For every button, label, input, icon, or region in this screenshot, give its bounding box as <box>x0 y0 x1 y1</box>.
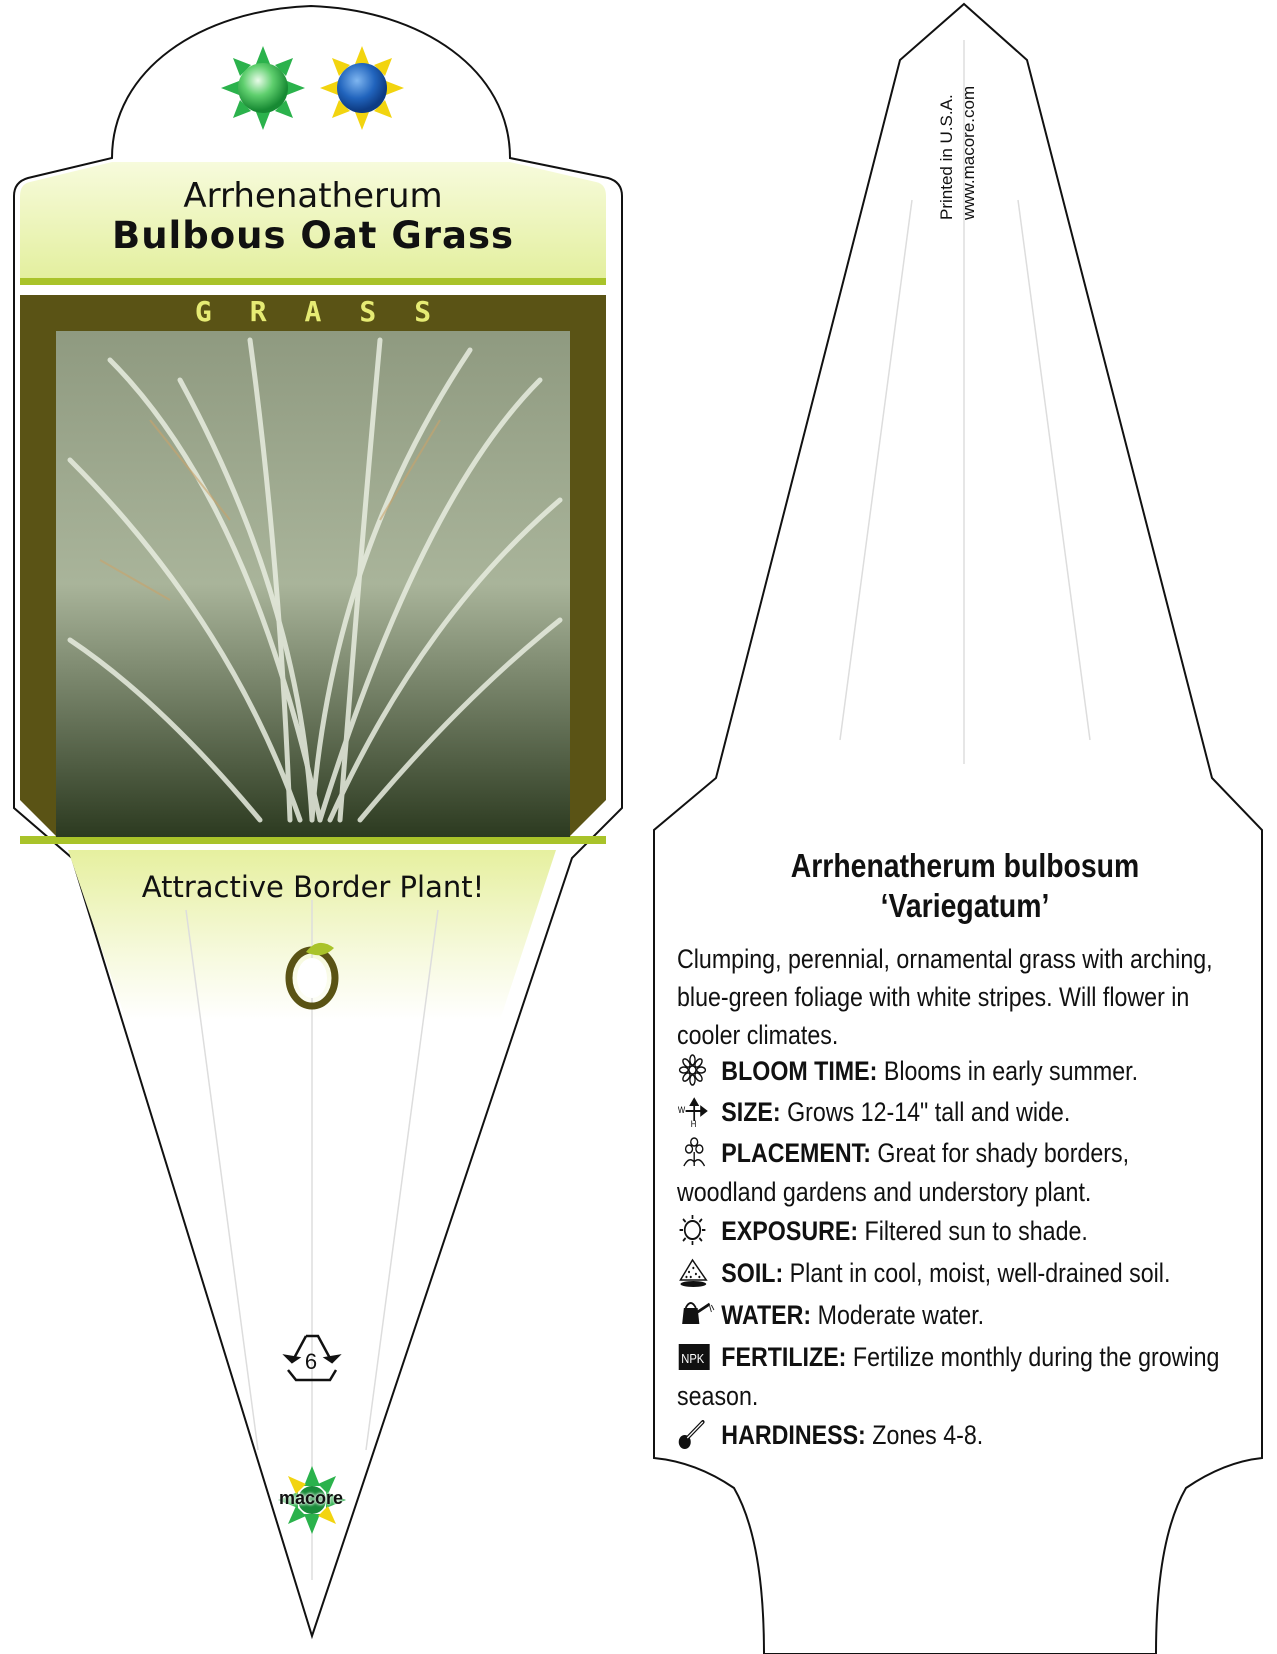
care-item-placement <box>677 1134 1227 1212</box>
svg-text:H: H <box>690 1118 697 1127</box>
brand-name: macore <box>278 1488 344 1508</box>
thermometer-icon <box>677 1418 715 1450</box>
print-credit <box>936 50 980 220</box>
care-text: Blooms in early summer. <box>883 1056 1139 1086</box>
care-text: Zones 4-8. <box>872 1420 984 1450</box>
botanical-name <box>694 846 1236 926</box>
care-label: EXPOSURE: <box>721 1216 859 1246</box>
watering-can-icon <box>677 1298 715 1330</box>
care-text: Great for shady borders, woodland gardens and understory plant. <box>677 1138 1130 1207</box>
care-label: SIZE: <box>721 1097 781 1127</box>
care-label: PLACEMENT: <box>721 1138 871 1168</box>
npk-fertilizer-icon <box>677 1340 715 1372</box>
care-item-hardiness <box>677 1416 1227 1455</box>
plant-description: Clumping, perennial, ornamental grass with arching, blue-green foliage with white stripes. Will flower in cooler climates. <box>677 944 1213 1050</box>
care-item-size <box>677 1093 1227 1132</box>
care-label: HARDINESS: <box>721 1420 866 1450</box>
botanical-species: Arrhenatherum bulbosum <box>790 847 1140 884</box>
care-item-exposure <box>677 1212 1227 1251</box>
recycle-number: 6 <box>304 1349 318 1374</box>
svg-text:NPK: NPK <box>681 1351 705 1367</box>
care-label: FERTILIZE: <box>721 1342 847 1372</box>
care-item-fertilize <box>677 1338 1227 1416</box>
category-label: GRASS <box>194 295 470 328</box>
care-text: Grows 12-14" tall and wide. <box>787 1097 1071 1127</box>
size-arrows-icon <box>677 1095 715 1127</box>
care-label: WATER: <box>721 1300 812 1330</box>
soil-icon <box>677 1256 715 1288</box>
care-text: Filtered sun to shade. <box>864 1216 1088 1246</box>
care-label: SOIL: <box>721 1258 784 1288</box>
plant-photo <box>56 331 570 837</box>
flower-icon <box>677 1054 715 1086</box>
plant-latin-name: Arrhenatherum <box>183 176 443 216</box>
care-item-soil <box>677 1254 1227 1293</box>
placement-icon <box>677 1136 715 1168</box>
care-text: Moderate water. <box>817 1300 985 1330</box>
care-item-bloom-time <box>677 1052 1227 1091</box>
care-label: BLOOM TIME: <box>721 1056 878 1086</box>
printed-in-text: Printed in U.S.A. <box>937 94 956 220</box>
care-text: Fertilize monthly during the growing season. <box>677 1342 1220 1411</box>
sun-exposure-icon <box>677 1214 715 1246</box>
tagline: Attractive Border Plant! <box>141 870 485 904</box>
svg-text:W: W <box>677 1104 686 1116</box>
botanical-cultivar: ‘Variegatum’ <box>880 887 1050 924</box>
website-text: www.macore.com <box>959 85 978 220</box>
care-text: Plant in cool, moist, well-drained soil. <box>789 1258 1171 1288</box>
care-item-water <box>677 1296 1227 1335</box>
plant-common-name: Bulbous Oat Grass <box>112 214 514 257</box>
